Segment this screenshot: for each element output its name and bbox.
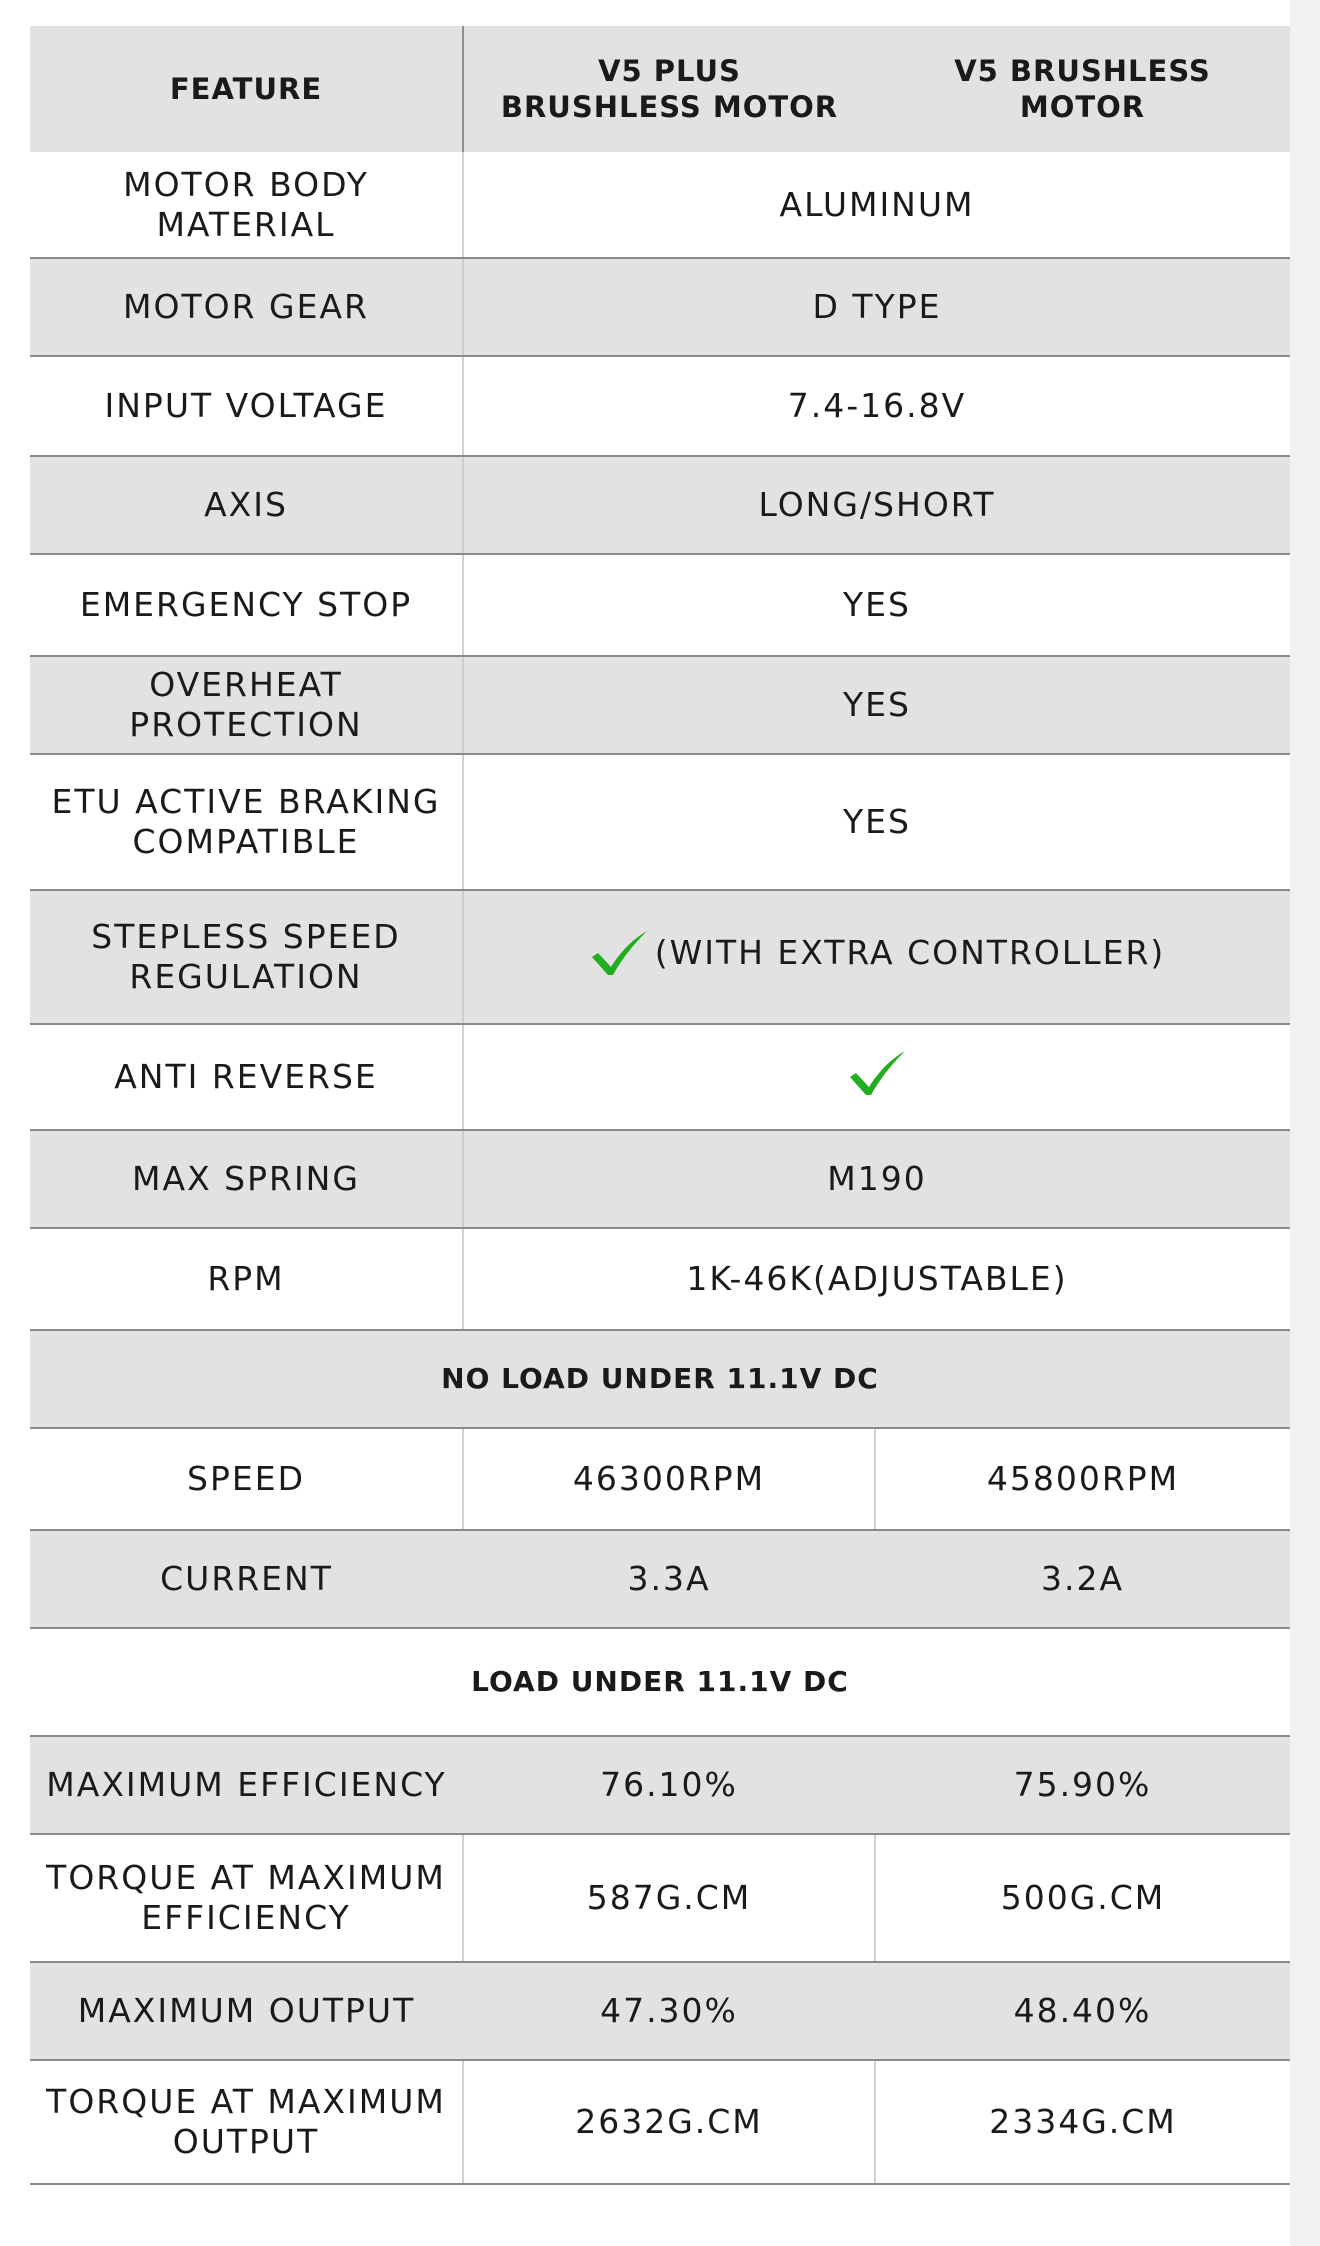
table-row <box>30 1130 1290 1228</box>
check-icon <box>589 929 649 977</box>
row-label-line: CURRENT <box>160 1559 333 1598</box>
row-label <box>30 1428 463 1530</box>
value-with-check <box>847 1049 907 1097</box>
value-v5-plus: 587G.CM <box>463 1834 875 1962</box>
row-label <box>30 1530 463 1628</box>
row-label-line: REGULATION <box>129 957 363 996</box>
value-v5: 500G.CM <box>875 1834 1290 1962</box>
row-label-line: MOTOR GEAR <box>123 287 369 326</box>
section-load-title: LOAD UNDER 11.1V DC <box>30 1628 1290 1736</box>
row-label-line: SPEED <box>187 1459 305 1498</box>
section-load <box>30 1628 1290 1736</box>
table-row <box>30 1530 1290 1628</box>
row-value: ALUMINUM <box>463 152 1290 258</box>
value-v5-plus: 46300RPM <box>463 1428 875 1530</box>
row-value: M190 <box>463 1130 1290 1228</box>
table-row <box>30 1024 1290 1130</box>
row-label-line: AXIS <box>204 485 288 524</box>
row-label <box>30 258 463 356</box>
value-v5: 2334G.CM <box>875 2060 1290 2184</box>
row-value: D TYPE <box>463 258 1290 356</box>
row-label-line: STEPLESS SPEED <box>91 917 401 956</box>
table-row <box>30 456 1290 554</box>
row-value: LONG/SHORT <box>463 456 1290 554</box>
row-label <box>30 1024 463 1130</box>
header-v5: V5 BRUSHLESS MOTOR <box>875 26 1290 152</box>
row-label <box>30 1228 463 1330</box>
right-margin <box>1290 0 1320 2246</box>
row-value: YES <box>463 554 1290 656</box>
row-label-line: MAX SPRING <box>132 1159 360 1198</box>
row-label-line: EFFICIENCY <box>141 1898 351 1937</box>
row-label <box>30 754 463 890</box>
row-label <box>30 1962 463 2060</box>
header-v5-plus: V5 PLUS BRUSHLESS MOTOR <box>463 26 875 152</box>
row-label <box>30 890 463 1024</box>
row-value: YES <box>463 656 1290 754</box>
value-v5: 45800RPM <box>875 1428 1290 1530</box>
row-label <box>30 554 463 656</box>
table-row <box>30 1736 1290 1834</box>
row-label-line: EMERGENCY STOP <box>79 585 413 624</box>
table-row <box>30 152 1290 258</box>
row-value: 1K-46K(ADJUSTABLE) <box>463 1228 1290 1330</box>
row-value: 7.4-16.8V <box>463 356 1290 456</box>
row-label-line: ANTI REVERSE <box>114 1057 378 1096</box>
row-label-line: MAXIMUM EFFICIENCY <box>46 1765 447 1804</box>
row-label-line: INPUT VOLTAGE <box>104 386 388 425</box>
table-row <box>30 2060 1290 2184</box>
section-no-load-title: NO LOAD UNDER 11.1V DC <box>30 1330 1290 1428</box>
table-row <box>30 258 1290 356</box>
row-label-line: ETU ACTIVE BRAKING <box>51 782 441 821</box>
row-label-line: TORQUE AT MAXIMUM <box>46 1858 446 1897</box>
value-v5-plus: 47.30% <box>463 1962 875 2060</box>
table-row <box>30 1228 1290 1330</box>
row-value: YES <box>463 754 1290 890</box>
table-row <box>30 1834 1290 1962</box>
row-label-line: OVERHEAT PROTECTION <box>129 665 363 744</box>
row-label-line: MAXIMUM OUTPUT <box>77 1991 416 2030</box>
row-label <box>30 152 463 258</box>
value-with-check <box>589 929 1166 977</box>
spec-table <box>30 26 1290 2185</box>
row-label <box>30 356 463 456</box>
row-label <box>30 1130 463 1228</box>
table-row <box>30 1962 1290 2060</box>
value-v5: 48.40% <box>875 1962 1290 2060</box>
header-feature: FEATURE <box>30 26 463 152</box>
row-value <box>463 890 1290 1024</box>
row-label <box>30 1834 463 1962</box>
check-icon <box>847 1049 907 1097</box>
row-label-line: TORQUE AT MAXIMUM <box>46 2082 446 2121</box>
row-value-text: (WITH EXTRA CONTROLLER) <box>654 932 1166 972</box>
row-label-line: OUTPUT <box>172 2122 320 2161</box>
row-label-line: COMPATIBLE <box>132 822 360 861</box>
row-label <box>30 1736 463 1834</box>
row-label <box>30 2060 463 2184</box>
row-value <box>463 1024 1290 1130</box>
table-row <box>30 890 1290 1024</box>
row-label-line: RPM <box>207 1259 285 1298</box>
value-v5-plus: 76.10% <box>463 1736 875 1834</box>
table-header-row <box>30 26 1290 152</box>
row-label-line: MOTOR BODY MATERIAL <box>123 164 369 244</box>
row-label <box>30 656 463 754</box>
table-row <box>30 754 1290 890</box>
value-v5-plus: 3.3A <box>463 1530 875 1628</box>
section-no-load <box>30 1330 1290 1428</box>
value-v5: 75.90% <box>875 1736 1290 1834</box>
table-row <box>30 656 1290 754</box>
table-row <box>30 554 1290 656</box>
row-label <box>30 456 463 554</box>
value-v5-plus: 2632G.CM <box>463 2060 875 2184</box>
table-row <box>30 356 1290 456</box>
value-v5: 3.2A <box>875 1530 1290 1628</box>
table-row <box>30 1428 1290 1530</box>
